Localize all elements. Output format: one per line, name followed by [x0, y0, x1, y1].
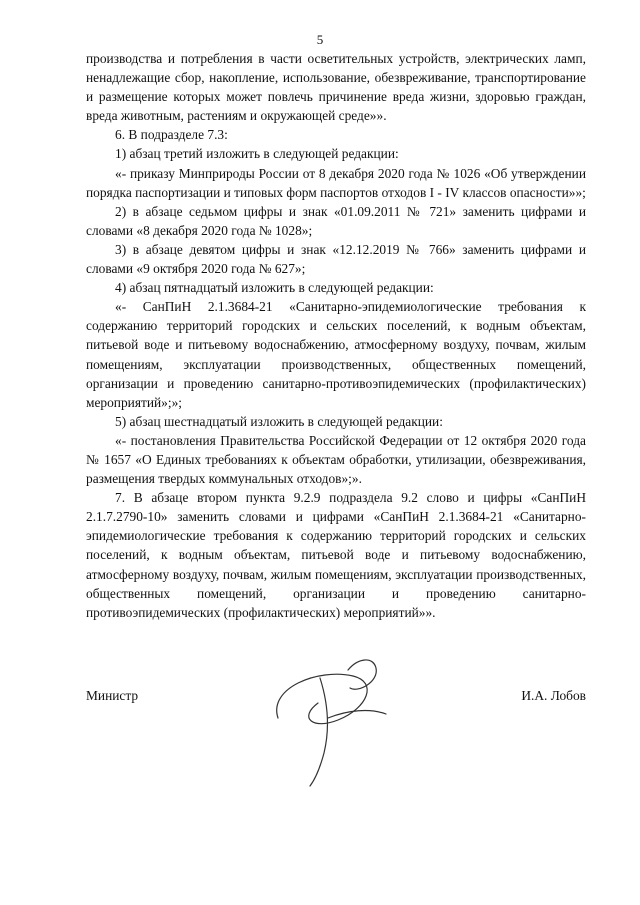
signatory-title: Министр — [86, 688, 139, 703]
paragraph-item-7: 7. В абзаце втором пункта 9.2.9 подраздела 9.2 слово и цифры «СанПиН 2.1.7.2790-10» заменить словами и цифрами «СанПиН 2.1.3684-21 «Санитарно-эпидемиологические требования к содержанию территорий городских и сельских поселений, к водным объектам, питьевой воде и питьевому водоснабжению, атмосферному воздуху, почвам, жилым помещениям, эксплуатации производственных, общественных помещений, организации и проведению санитарно-противоэпидемических (профилактических) мероприятий»». — [86, 490, 586, 620]
paragraph-subitem-5: 5) абзац шестнадцатый изложить в следующей редакции: — [115, 413, 443, 429]
paragraph-quote-4: «- СанПиН 2.1.3684-21 «Санитарно-эпидемиологические требования к содержанию территорий городских и сельских поселений, к водным объектам, питьевой воде и питьевому водоснабжению, атмосферному воздуху, почвам, жилым помещениям, эксплуатации производственных, общественных помещений, организации и проведению санитарно-противоэпидемических (профилактических) мероприятий»;»; — [86, 299, 586, 410]
page-number: 5 — [316, 32, 324, 47]
paragraph-quote-5: «- постановления Правительства Российской Федерации от 12 октября 2020 года № 1657 «О Единых требованиях к объектам обработки, утилизации, обезвреживания, размещения твердых коммунальных отходов»;». — [86, 432, 586, 487]
paragraph-subitem-4: 4) абзац пятнадцатый изложить в следующей редакции: — [115, 280, 434, 296]
handwritten-signature — [258, 648, 408, 788]
paragraph-subitem-1: 1) абзац третий изложить в следующей редакции: — [115, 146, 399, 162]
paragraph-subitem-2: 2) в абзаце седьмом цифры и знак «01.09.2011 № 721» заменить цифрами и словами «8 декабря 2020 года № 1028»; — [86, 203, 586, 238]
paragraph-item-6: 6. В подразделе 7.3: — [115, 127, 228, 143]
document-body — [86, 49, 586, 622]
paragraph-continuation: производства и потребления в части осветительных устройств, электрических ламп, ненадлежащие сбор, накопление, использование, обезвреживание, транспортирование и размещение которых может повлечь причинение вреда жизни, здоровью граждан, вреда животным, растениям и окружающей среде»». — [86, 51, 586, 124]
signatory-name: И.А. Лобов — [521, 688, 586, 703]
paragraph-subitem-3: 3) в абзаце девятом цифры и знак «12.12.2019 № 766» заменить цифрами и словами «9 октября 2020 года № 627»; — [86, 241, 586, 277]
paragraph-quote-1: «- приказу Минприроды России от 8 декабря 2020 года № 1026 «Об утверждении порядка паспортизации и типовых форм паспортов отходов I - IV классов опасности»»; — [86, 165, 586, 200]
